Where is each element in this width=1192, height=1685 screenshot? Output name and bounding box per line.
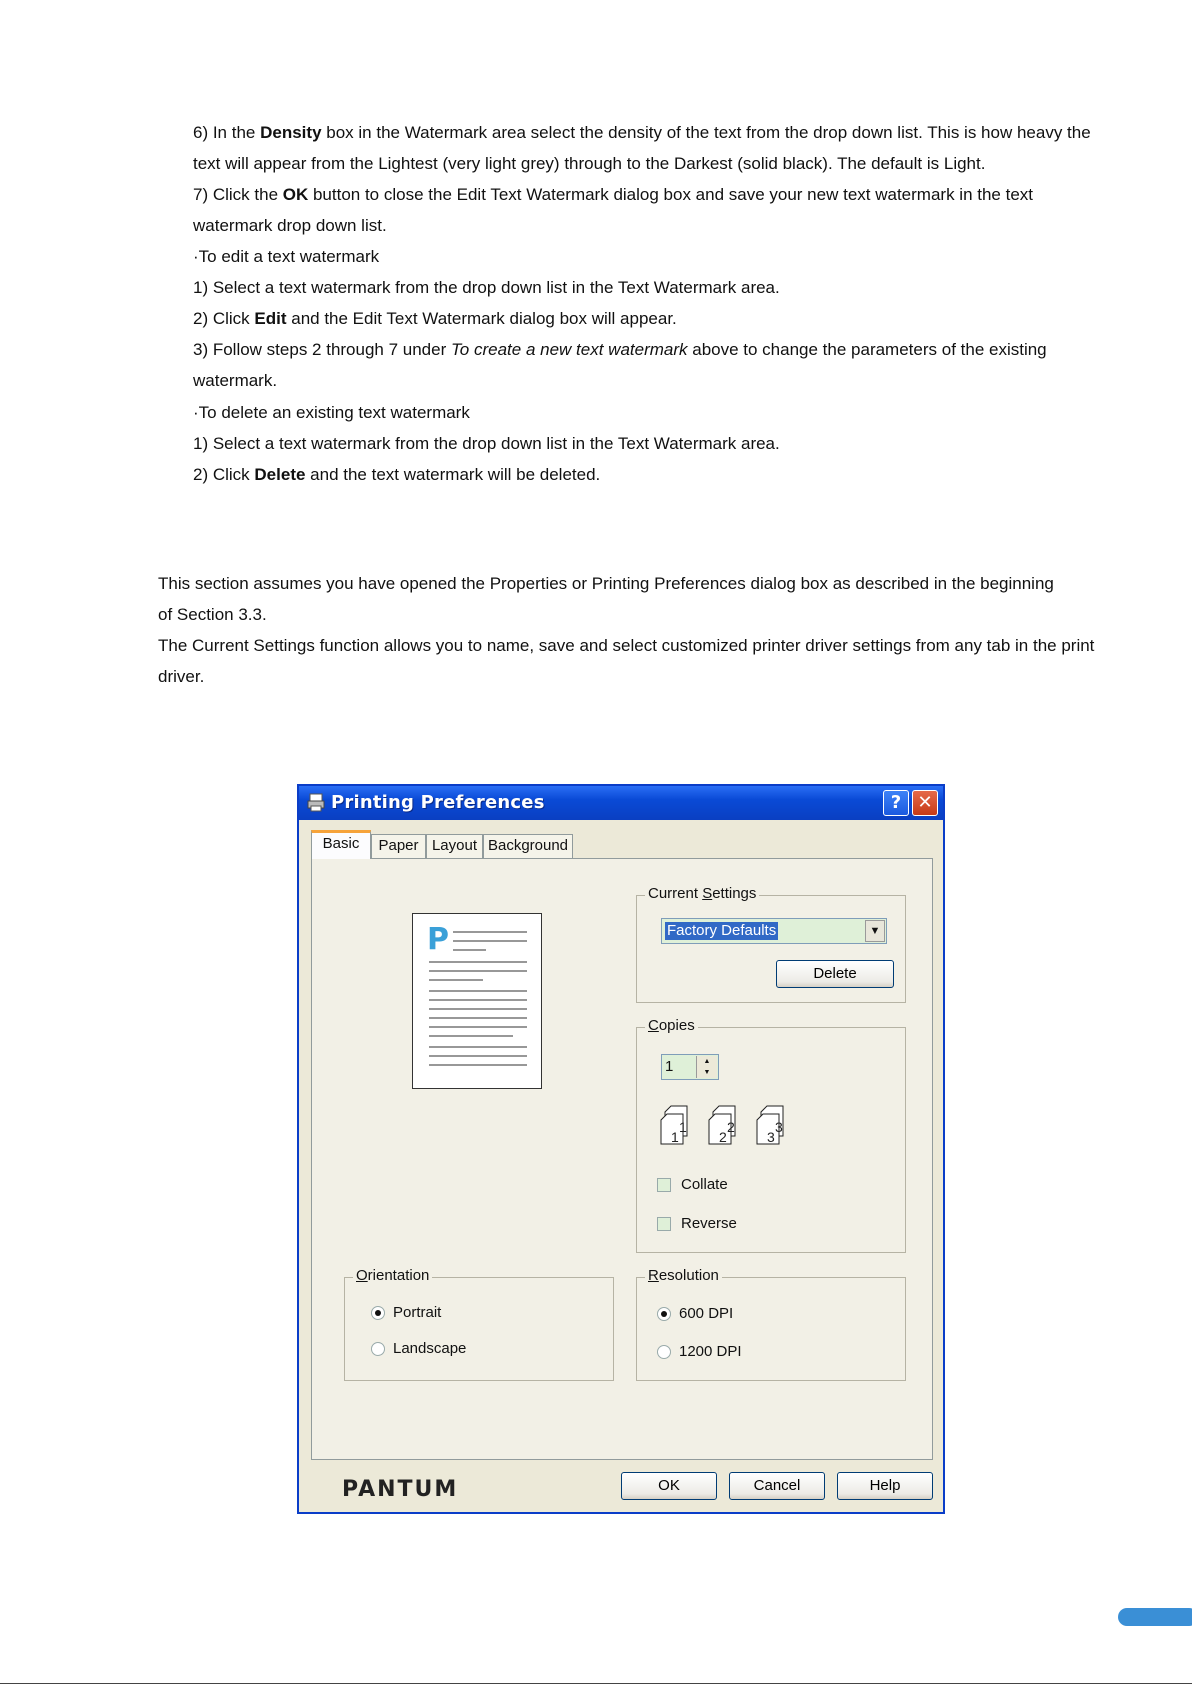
600dpi-label: 600 DPI xyxy=(679,1305,734,1322)
copies-group xyxy=(636,1017,906,1253)
reverse-checkbox[interactable] xyxy=(657,1217,671,1231)
landscape-label: Landscape xyxy=(393,1340,467,1357)
cancel-button[interactable]: Cancel xyxy=(729,1472,825,1500)
current-settings-value: Factory Defaults xyxy=(667,922,777,939)
copies-value: 1 xyxy=(665,1058,674,1075)
resolution-group xyxy=(636,1267,906,1381)
footer-rule xyxy=(0,1683,1192,1684)
collate-checkbox[interactable] xyxy=(657,1178,671,1192)
edit-heading: ·To edit a text watermark xyxy=(193,247,380,266)
delete-heading: ·To delete an existing text watermark xyxy=(193,403,470,422)
page-number: 2 xyxy=(719,1129,727,1145)
printing-preferences-dialog xyxy=(297,784,945,1514)
current-settings-dropdown[interactable] xyxy=(661,918,887,944)
tab-background[interactable]: Background xyxy=(483,834,573,858)
tab-paper[interactable]: Paper xyxy=(371,834,426,858)
edit-step-1: 1) Select a text watermark from the drop down list in the Text Watermark area. xyxy=(193,278,780,297)
page-number-tab xyxy=(1118,1608,1192,1626)
section-intro-line3: The Current Settings function allows you to name, save and select customized printer driver settings from any tab in the print xyxy=(158,636,1095,655)
page-preview xyxy=(412,913,542,1089)
text-lines-graphic xyxy=(413,914,541,1088)
portrait-radio[interactable] xyxy=(371,1306,385,1320)
page-number: 1 xyxy=(679,1119,687,1135)
reverse-label: Reverse xyxy=(681,1215,737,1232)
printer-icon xyxy=(307,792,325,812)
delete-step-1: 1) Select a text watermark from the drop down list in the Text Watermark area. xyxy=(193,434,780,453)
close-button[interactable]: ✕ xyxy=(912,790,938,816)
title-bar[interactable] xyxy=(299,786,943,820)
spinner-buttons xyxy=(696,1056,717,1078)
chevron-down-icon[interactable]: ▼ xyxy=(703,1069,711,1076)
1200dpi-label: 1200 DPI xyxy=(679,1343,742,1360)
pantum-logo: PANTUM xyxy=(342,1477,459,1502)
edit-step-2: 2) Click Edit and the Edit Text Watermark dialog box will appear. xyxy=(193,309,677,328)
delete-step-2: 2) Click Delete and the text watermark will be deleted. xyxy=(193,465,601,484)
page-number: 1 xyxy=(671,1129,679,1145)
step-7-line1: 7) Click the OK button to close the Edit Text Watermark dialog box and save your new text watermark in the text xyxy=(193,185,1033,204)
orientation-label: Orientation xyxy=(353,1267,432,1284)
orientation-group xyxy=(344,1267,614,1381)
collate-label: Collate xyxy=(681,1176,728,1193)
tab-basic[interactable]: Basic xyxy=(311,830,371,859)
section-intro-line2: of Section 3.3. xyxy=(158,605,267,624)
section-intro-line1: This section assumes you have opened the Properties or Printing Preferences dialog box as described in the beginning xyxy=(158,574,1054,593)
current-settings-group xyxy=(636,885,906,1003)
step-7-line2: watermark drop down list. xyxy=(193,216,387,235)
1200dpi-radio[interactable] xyxy=(657,1345,671,1359)
help-title-button[interactable]: ? xyxy=(883,790,909,816)
resolution-label: Resolution xyxy=(645,1267,722,1284)
step-6-line2: text will appear from the Lightest (very light grey) through to the Darkest (solid black). The default is Light. xyxy=(193,154,986,173)
chevron-up-icon[interactable]: ▲ xyxy=(703,1058,711,1065)
page-number: 3 xyxy=(767,1129,775,1145)
step-6-line1: 6) In the Density box in the Watermark area select the density of the text from the drop down list. This is how heavy the xyxy=(193,123,1091,142)
copies-stepper[interactable] xyxy=(661,1054,719,1080)
copies-label: Copies xyxy=(645,1017,698,1034)
preview-letter: P xyxy=(427,922,449,957)
page-number: 2 xyxy=(727,1119,735,1135)
help-button[interactable]: Help xyxy=(837,1472,933,1500)
600dpi-radio[interactable] xyxy=(657,1307,671,1321)
ok-button[interactable]: OK xyxy=(621,1472,717,1500)
landscape-radio[interactable] xyxy=(371,1342,385,1356)
current-settings-label: Current Settings xyxy=(645,885,759,902)
collate-pages-icon xyxy=(657,1104,807,1150)
edit-step-3-line2: watermark. xyxy=(193,371,278,390)
chevron-down-icon[interactable]: ▼ xyxy=(865,920,885,942)
section-intro-line4: driver. xyxy=(158,667,205,686)
page-number: 3 xyxy=(775,1119,783,1135)
edit-step-3-line1: 3) Follow steps 2 through 7 under To create a new text watermark above to change the parameters of the existing xyxy=(193,340,1047,359)
dialog-title: Printing Preferences xyxy=(331,792,545,813)
tab-layout[interactable]: Layout xyxy=(426,834,483,858)
delete-button[interactable]: Delete xyxy=(776,960,894,988)
portrait-label: Portrait xyxy=(393,1304,442,1321)
